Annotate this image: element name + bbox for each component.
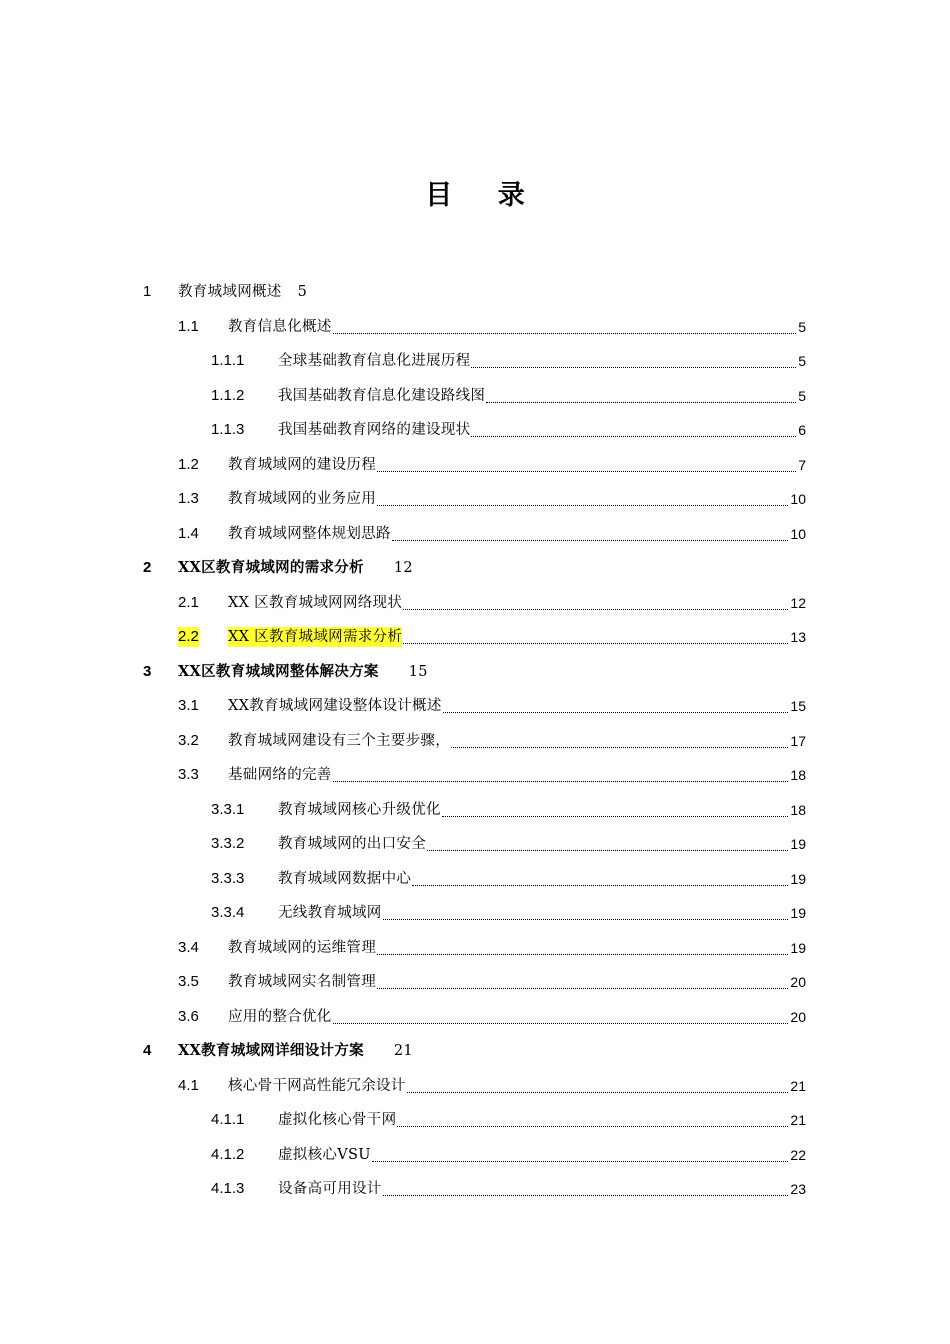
toc-entry-page: 13 — [790, 629, 806, 646]
toc-entry-number: 3.3.3 — [211, 869, 245, 887]
toc-entry-number: 3.3.2 — [211, 835, 245, 853]
toc-entry-title: 教育城域网的业务应用 — [228, 491, 376, 508]
toc-entry-number: 3.3.1 — [211, 800, 245, 818]
toc-entry-number: 3.1 — [178, 697, 199, 715]
toc-entry-page: 15 — [790, 698, 806, 715]
toc-entry-page: 5 — [798, 318, 806, 335]
dot-leader — [333, 333, 797, 334]
dot-leader — [383, 1195, 789, 1196]
dot-leader — [442, 816, 789, 817]
toc-entry-number: 4 — [143, 1042, 152, 1060]
toc-entry-title: 我国基础教育信息化建设路线图 — [278, 387, 486, 404]
dot-leader — [372, 1161, 789, 1162]
toc-entry-number: 4.1.1 — [211, 1111, 245, 1129]
toc-entry-page: 20 — [790, 1008, 806, 1025]
toc-entry-title: 教育城域网的出口安全 — [278, 836, 426, 853]
dot-leader — [377, 988, 788, 989]
toc-entry-number: 3.2 — [178, 731, 199, 749]
toc-entry-level3[interactable] — [0, 413, 950, 448]
toc-entry-level3[interactable] — [0, 1138, 950, 1173]
toc-entry-page: 21 — [790, 1077, 806, 1094]
toc-entry-level2[interactable] — [0, 448, 950, 483]
toc-entry-number: 2.2 — [178, 628, 199, 646]
dot-leader — [403, 609, 788, 610]
table-of-contents — [0, 275, 950, 1207]
toc-entry-page: 18 — [790, 801, 806, 818]
toc-entry-title: 教育城域网的建设历程 — [228, 456, 376, 473]
toc-entry-level2[interactable] — [0, 586, 950, 621]
dot-leader — [403, 643, 788, 644]
toc-entry-level1[interactable] — [0, 551, 950, 586]
toc-entry-number: 1.4 — [178, 524, 199, 542]
toc-entry-page: 7 — [798, 456, 806, 473]
toc-entry-title: 设备高可用设计 — [278, 1181, 382, 1198]
dot-leader — [377, 954, 788, 955]
toc-entry-number: 1.1.3 — [211, 421, 245, 439]
toc-entry-number: 3.3.4 — [211, 904, 245, 922]
toc-entry-page: 22 — [790, 1146, 806, 1163]
toc-entry-level2[interactable] — [0, 724, 950, 759]
toc-entry-page: 10 — [790, 491, 806, 508]
toc-entry-number: 1.2 — [178, 455, 199, 473]
toc-entry-level1[interactable] — [0, 1034, 950, 1069]
dot-leader — [333, 1023, 789, 1024]
dot-leader — [383, 919, 789, 920]
toc-entry-number: 3.3 — [178, 766, 199, 784]
dot-leader — [471, 367, 796, 368]
toc-entry-number: 2.1 — [178, 593, 199, 611]
toc-entry-level1[interactable] — [0, 275, 950, 310]
toc-entry-level1[interactable] — [0, 655, 950, 690]
toc-entry-number: 1.3 — [178, 490, 199, 508]
toc-entry-page: 12 — [393, 560, 413, 577]
toc-entry-number: 4.1.2 — [211, 1145, 245, 1163]
toc-entry-page: 15 — [408, 663, 428, 680]
toc-entry-title: 教育城域网建设有三个主要步骤， — [228, 732, 450, 749]
toc-entry-number: 1 — [143, 283, 152, 301]
dot-leader — [412, 885, 788, 886]
toc-entry-number: 1.1 — [178, 317, 199, 335]
toc-entry-page: 17 — [790, 732, 806, 749]
toc-entry-page: 5 — [297, 284, 308, 301]
toc-entry-level2[interactable] — [0, 965, 950, 1000]
toc-entry-page: 18 — [790, 767, 806, 784]
toc-entry-title: XX教育城域网建设整体设计概述 — [228, 698, 442, 715]
toc-entry-title: 教育城域网整体规划思路 — [228, 525, 391, 542]
toc-entry-page: 21 — [790, 1112, 806, 1129]
toc-entry-title: 基础网络的完善 — [228, 767, 332, 784]
toc-entry-number: 3.6 — [178, 1007, 199, 1025]
toc-entry-title: 无线教育城域网 — [278, 905, 382, 922]
toc-entry-page: 23 — [790, 1181, 806, 1198]
dot-leader — [377, 471, 796, 472]
toc-entry-title: 全球基础教育信息化进展历程 — [278, 353, 471, 370]
toc-entry-title: 我国基础教育网络的建设现状 — [278, 422, 471, 439]
toc-entry-level3[interactable] — [0, 862, 950, 897]
toc-entry-page: 19 — [790, 870, 806, 887]
toc-entry-page: 19 — [790, 836, 806, 853]
toc-entry-page: 19 — [790, 939, 806, 956]
toc-entry-number: 3 — [143, 662, 152, 680]
toc-entry-title: XX区教育城域网的需求分析 12 — [178, 559, 413, 577]
toc-entry-title: XX 区教育城域网需求分析 — [228, 629, 403, 646]
toc-entry-title: 应用的整合优化 — [228, 1008, 332, 1025]
dot-leader — [427, 850, 788, 851]
toc-entry-title: 核心骨干网高性能冗余设计 — [228, 1077, 406, 1094]
toc-entry-page: 12 — [790, 594, 806, 611]
toc-entry-level3[interactable] — [0, 827, 950, 862]
dot-leader — [407, 1092, 789, 1093]
toc-entry-page: 6 — [798, 422, 806, 439]
toc-entry-number: 1.1.2 — [211, 386, 245, 404]
dot-leader — [486, 402, 796, 403]
toc-entry-level2[interactable] — [0, 931, 950, 966]
toc-entry-level2[interactable] — [0, 1069, 950, 1104]
toc-entry-title: XX 区教育城域网网络现状 — [228, 594, 403, 611]
toc-entry-number: 3.5 — [178, 973, 199, 991]
toc-entry-page: 5 — [798, 387, 806, 404]
toc-entry-level3[interactable] — [0, 896, 950, 931]
toc-entry-level2[interactable] — [0, 1000, 950, 1035]
dot-leader — [333, 781, 789, 782]
toc-entry-page: 21 — [393, 1043, 413, 1060]
dot-leader — [377, 505, 788, 506]
dot-leader — [397, 1126, 788, 1127]
toc-entry-title: 教育城域网实名制管理 — [228, 974, 376, 991]
toc-entry-number: 2 — [143, 559, 152, 577]
toc-entry-level3[interactable] — [0, 793, 950, 828]
toc-entry-title: XX区教育城域网整体解决方案 15 — [178, 662, 428, 680]
toc-entry-number: 1.1.1 — [211, 352, 245, 370]
toc-entry-title: 虚拟化核心骨干网 — [278, 1112, 397, 1129]
toc-entry-title: 教育城域网数据中心 — [278, 870, 412, 887]
toc-entry-title: 教育城域网的运维管理 — [228, 939, 376, 956]
toc-entry-level2[interactable] — [0, 758, 950, 793]
toc-entry-level3[interactable] — [0, 344, 950, 379]
toc-entry-level3[interactable] — [0, 379, 950, 414]
toc-entry-level2[interactable] — [0, 620, 950, 655]
toc-entry-level3[interactable] — [0, 1172, 950, 1207]
toc-entry-page: 10 — [790, 525, 806, 542]
toc-entry-page: 19 — [790, 905, 806, 922]
toc-entry-page: 20 — [790, 974, 806, 991]
toc-entry-level3[interactable] — [0, 1103, 950, 1138]
toc-entry-number: 3.4 — [178, 938, 199, 956]
dot-leader — [443, 712, 789, 713]
toc-entry-level2[interactable] — [0, 517, 950, 552]
dot-leader — [392, 540, 789, 541]
toc-entry-number: 4.1.3 — [211, 1180, 245, 1198]
toc-entry-level2[interactable] — [0, 310, 950, 345]
toc-entry-page: 5 — [798, 353, 806, 370]
toc-entry-title: 教育信息化概述 — [228, 318, 332, 335]
dot-leader — [451, 747, 788, 748]
dot-leader — [471, 436, 796, 437]
toc-entry-number: 4.1 — [178, 1076, 199, 1094]
toc-entry-title: 虚拟核心VSU — [278, 1146, 371, 1163]
toc-entry-title: XX教育城域网详细设计方案 21 — [178, 1042, 413, 1060]
page-title: 目 录 — [425, 180, 543, 211]
toc-entry-title: 教育城域网概述 5 — [178, 284, 308, 301]
toc-entry-level2[interactable] — [0, 482, 950, 517]
toc-entry-title: 教育城域网核心升级优化 — [278, 801, 441, 818]
toc-entry-level2[interactable] — [0, 689, 950, 724]
